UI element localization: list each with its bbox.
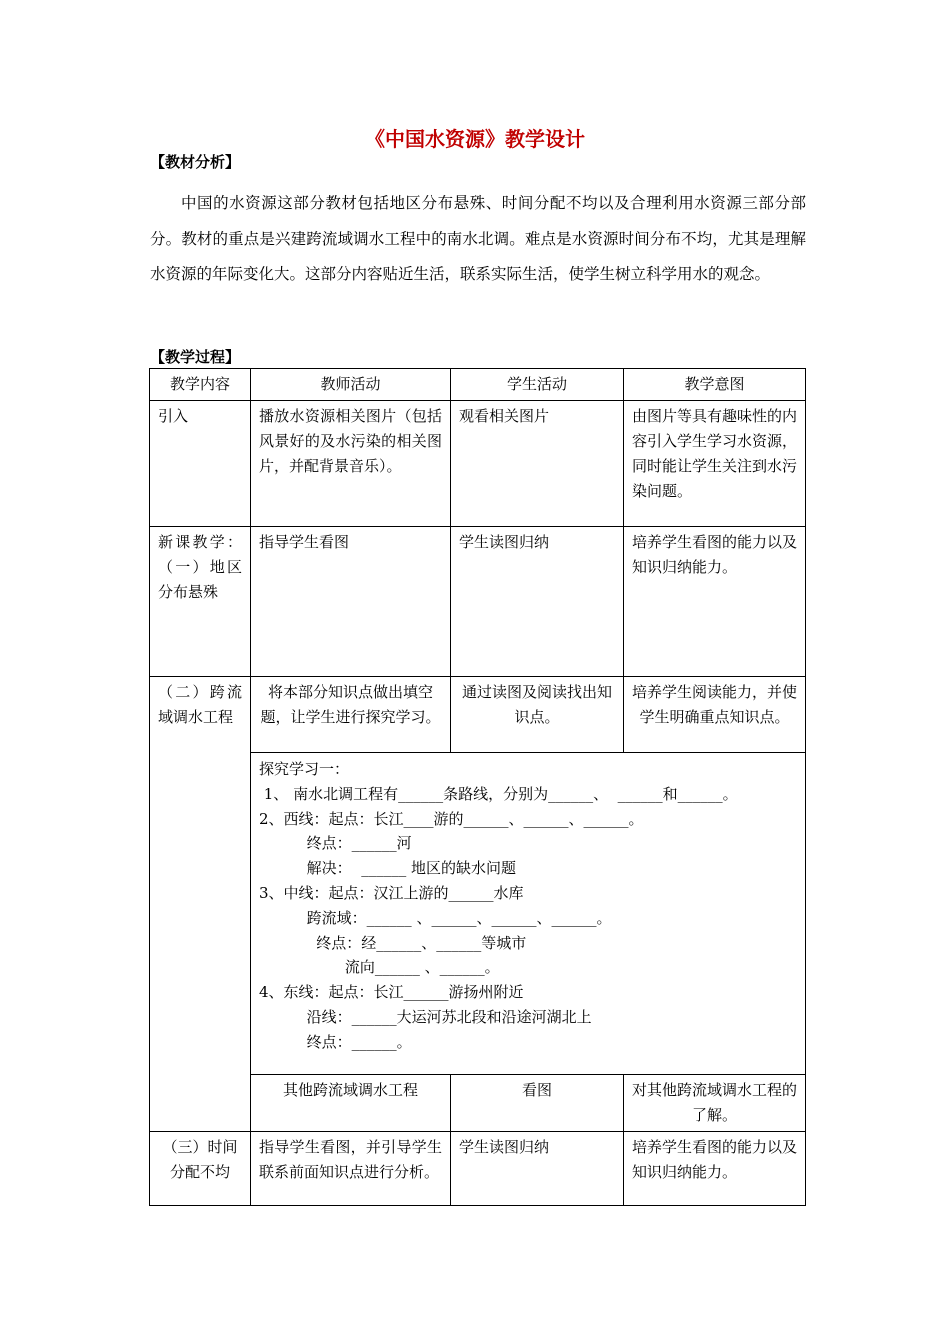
exploration-line: 流向______ 、______。 [259, 958, 500, 977]
teaching-process-table [149, 368, 806, 1206]
cell-intent: 培养学生看图的能力以及知识归纳能力。 [624, 1132, 806, 1206]
exploration-cell [251, 753, 806, 1075]
exploration-line: 3、中线：起点：汉江上游的______水库 [259, 883, 524, 902]
table-row [150, 677, 806, 753]
exploration-line: 终点：______。 [259, 1032, 412, 1051]
table-row [150, 401, 806, 527]
exploration-line: 终点：经______、______等城市 [259, 933, 527, 952]
table-row [150, 527, 806, 677]
header-teacher: 教师活动 [251, 369, 451, 401]
cell-content: 新课教学：（一）地区分布悬殊 [150, 527, 251, 677]
page-title: 《中国水资源》教学设计 [365, 127, 585, 151]
header-intent: 教学意图 [624, 369, 806, 401]
section-heading-analysis: 【教材分析】 [150, 153, 241, 171]
table-row [150, 1132, 806, 1206]
cell-student: 观看相关图片 [451, 401, 624, 527]
cell-student: 通过读图及阅读找出知识点。 [451, 677, 624, 753]
cell-teacher: 播放水资源相关图片（包括风景好的及水污染的相关图片，并配背景音乐）。 [251, 401, 451, 527]
cell-content: 引入 [150, 401, 251, 527]
table-header-row [150, 369, 806, 401]
cell-intent: 由图片等具有趣味性的内容引入学生学习水资源，同时能让学生关注到水污染问题。 [624, 401, 806, 527]
cell-student: 看图 [451, 1075, 624, 1132]
cell-intent: 培养学生看图的能力以及知识归纳能力。 [624, 527, 806, 677]
cell-teacher: 其他跨流域调水工程 [251, 1075, 451, 1132]
cell-content-merged: （二）跨流域调水工程 [150, 677, 251, 1132]
exploration-line: 跨流域：______ 、______、______、______。 [259, 908, 612, 927]
cell-teacher: 指导学生看图，并引导学生联系前面知识点进行分析。 [251, 1132, 451, 1206]
exploration-line: 终点：______河 [259, 834, 412, 853]
section-heading-process: 【教学过程】 [150, 348, 241, 366]
exploration-line: 沿线：______大运河苏北段和沿途河湖北上 [259, 1007, 592, 1026]
cell-teacher: 指导学生看图 [251, 527, 451, 677]
cell-content: （三）时间分配不均 [150, 1132, 251, 1206]
exploration-line: 1、 南水北调工程有______条路线，分别为______、 ______和______。 [259, 784, 738, 803]
cell-student: 学生读图归纳 [451, 527, 624, 677]
header-student: 学生活动 [451, 369, 624, 401]
analysis-paragraph: 中国的水资源这部分教材包括地区分布悬殊、时间分配不均以及合理利用水资源三部分部分。教材的重点是兴建跨流域调水工程中的南水北调。难点是水资源时间分布不均，尤其是理解水资源的年际变化大。这部分内容贴近生活，联系实际生活，使学生树立科学用水的观念。 [150, 194, 806, 283]
cell-intent: 对其他跨流域调水工程的了解。 [624, 1075, 806, 1132]
exploration-line: 解决： ______ 地区的缺水问题 [259, 859, 516, 878]
cell-teacher: 将本部分知识点做出填空题，让学生进行探究学习。 [251, 677, 451, 753]
exploration-line: 4、东线：起点：长江______游扬州附近 [259, 983, 524, 1002]
exploration-line: 2、西线：起点：长江____游的______、______、______。 [259, 809, 644, 828]
exploration-line: 探究学习一： [259, 760, 350, 778]
cell-intent: 培养学生阅读能力，并使学生明确重点知识点。 [624, 677, 806, 753]
cell-student: 学生读图归纳 [451, 1132, 624, 1206]
header-content: 教学内容 [150, 369, 251, 401]
